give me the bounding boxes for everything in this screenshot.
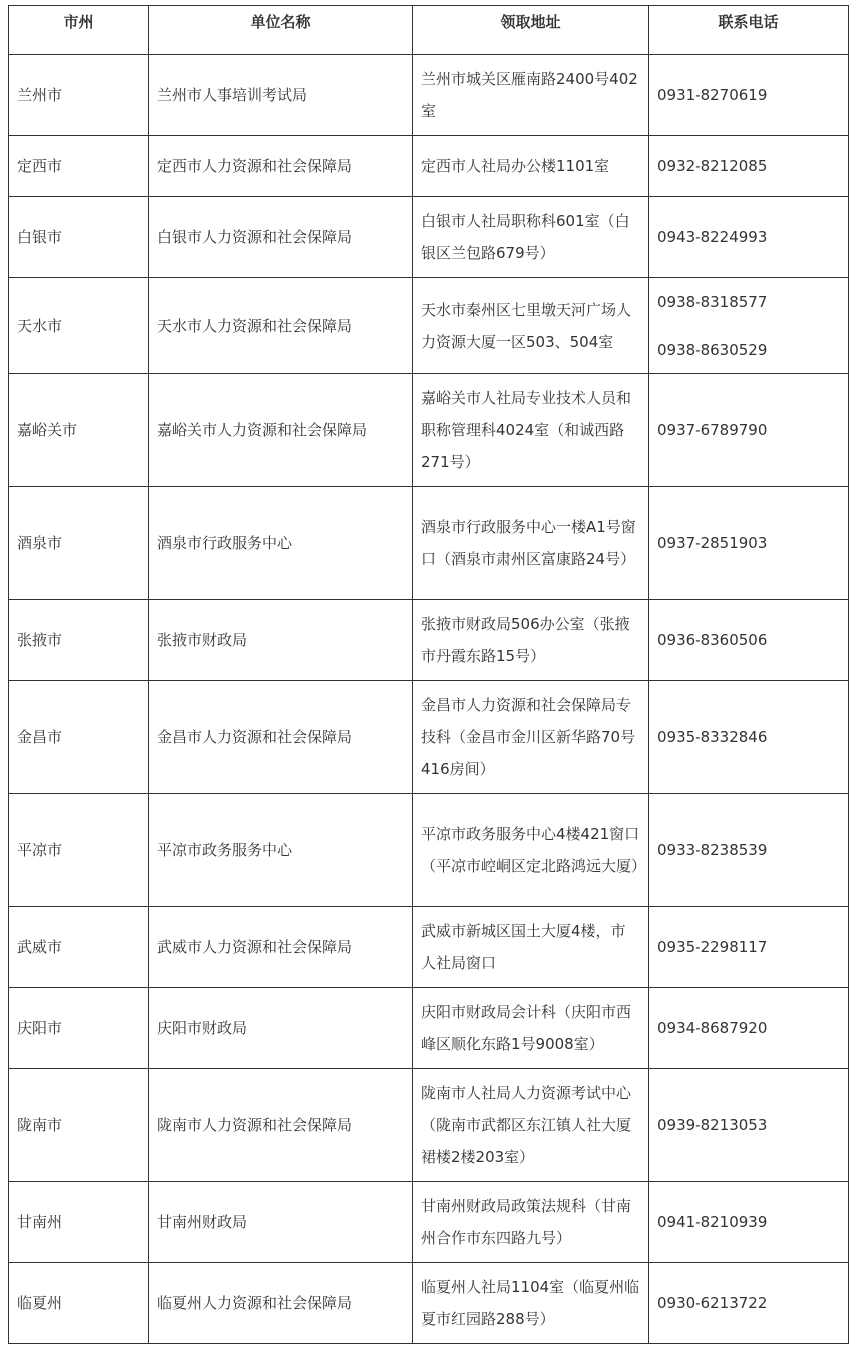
phone-number: 0937-6789790 <box>657 421 768 439</box>
cell-city: 兰州市 <box>9 55 149 136</box>
table-row <box>9 1182 849 1263</box>
cell-city: 陇南市 <box>9 1069 149 1182</box>
phone-number: 0938-8318577 <box>657 292 768 311</box>
cell-unit-name: 平凉市政务服务中心 <box>149 794 413 907</box>
phone-number: 0933-8238539 <box>657 841 768 859</box>
cell-unit-name: 庆阳市财政局 <box>149 988 413 1069</box>
cell-phone <box>649 278 849 374</box>
phone-number: 0934-8687920 <box>657 1019 768 1037</box>
cell-phone <box>649 136 849 197</box>
cell-address: 张掖市财政局506办公室（张掖市丹霞东路15号） <box>413 600 649 681</box>
cell-unit-name: 定西市人力资源和社会保障局 <box>149 136 413 197</box>
cell-unit-name: 武威市人力资源和社会保障局 <box>149 907 413 988</box>
cell-address: 平凉市政务服务中心4楼421窗口（平凉市崆峒区定北路鸿远大厦） <box>413 794 649 907</box>
table-row <box>9 197 849 278</box>
cell-city: 定西市 <box>9 136 149 197</box>
table-row <box>9 136 849 197</box>
table-row <box>9 907 849 988</box>
phone-number: 0932-8212085 <box>657 157 768 175</box>
phone-number: 0937-2851903 <box>657 534 768 552</box>
cell-unit-name: 临夏州人力资源和社会保障局 <box>149 1263 413 1344</box>
cell-phone <box>649 55 849 136</box>
cell-unit-name: 酒泉市行政服务中心 <box>149 487 413 600</box>
cell-city: 天水市 <box>9 278 149 374</box>
table-row <box>9 794 849 907</box>
phone-number: 0938-8630529 <box>657 340 768 359</box>
cell-phone <box>649 1069 849 1182</box>
phone-number: 0935-2298117 <box>657 938 768 956</box>
cell-phone <box>649 197 849 278</box>
cell-unit-name: 甘南州财政局 <box>149 1182 413 1263</box>
table-row <box>9 55 849 136</box>
header-phone: 联系电话 <box>649 6 849 55</box>
phone-number: 0935-8332846 <box>657 728 768 746</box>
cell-phone <box>649 794 849 907</box>
cell-address: 临夏州人社局1104室（临夏州临夏市红园路288号） <box>413 1263 649 1344</box>
phone-number: 0939-8213053 <box>657 1116 768 1134</box>
cell-unit-name: 陇南市人力资源和社会保障局 <box>149 1069 413 1182</box>
cell-address: 白银市人社局职称科601室（白银区兰包路679号） <box>413 197 649 278</box>
cell-address: 兰州市城关区雁南路2400号402室 <box>413 55 649 136</box>
cell-unit-name: 金昌市人力资源和社会保障局 <box>149 681 413 794</box>
table-row <box>9 278 849 374</box>
cell-address: 庆阳市财政局会计科（庆阳市西峰区顺化东路1号9008室） <box>413 988 649 1069</box>
cell-address: 定西市人社局办公楼1101室 <box>413 136 649 197</box>
cell-unit-name: 天水市人力资源和社会保障局 <box>149 278 413 374</box>
cell-phone <box>649 1263 849 1344</box>
cell-city: 张掖市 <box>9 600 149 681</box>
phone-number: 0931-8270619 <box>657 86 768 104</box>
cell-phone <box>649 681 849 794</box>
table-row <box>9 374 849 487</box>
cell-phone <box>649 1182 849 1263</box>
header-address: 领取地址 <box>413 6 649 55</box>
cell-city: 临夏州 <box>9 1263 149 1344</box>
cell-address: 甘南州财政局政策法规科（甘南州合作市东四路九号） <box>413 1182 649 1263</box>
cell-city: 酒泉市 <box>9 487 149 600</box>
phone-number: 0930-6213722 <box>657 1294 768 1312</box>
table-row <box>9 600 849 681</box>
phone-number: 0943-8224993 <box>657 228 768 246</box>
cell-address: 酒泉市行政服务中心一楼A1号窗口（酒泉市肃州区富康路24号） <box>413 487 649 600</box>
header-row <box>9 6 849 55</box>
phone-number: 0936-8360506 <box>657 631 768 649</box>
cell-address: 陇南市人社局人力资源考试中心（陇南市武都区东江镇人社大厦裙楼2楼203室） <box>413 1069 649 1182</box>
cell-unit-name: 白银市人力资源和社会保障局 <box>149 197 413 278</box>
table-row <box>9 988 849 1069</box>
cell-address: 嘉峪关市人社局专业技术人员和职称管理科4024室（和诚西路271号） <box>413 374 649 487</box>
cell-city: 平凉市 <box>9 794 149 907</box>
cell-unit-name: 张掖市财政局 <box>149 600 413 681</box>
table-row <box>9 681 849 794</box>
table-row <box>9 1263 849 1344</box>
cell-phone <box>649 907 849 988</box>
cell-address: 金昌市人力资源和社会保障局专技科（金昌市金川区新华路70号416房间） <box>413 681 649 794</box>
cell-phone <box>649 988 849 1069</box>
cell-address: 天水市秦州区七里墩天河广场人力资源大厦一区503、504室 <box>413 278 649 374</box>
cell-unit-name: 嘉峪关市人力资源和社会保障局 <box>149 374 413 487</box>
table-row <box>9 487 849 600</box>
cell-city: 白银市 <box>9 197 149 278</box>
cell-phone <box>649 487 849 600</box>
cell-phone <box>649 600 849 681</box>
cell-city: 甘南州 <box>9 1182 149 1263</box>
cell-city: 武威市 <box>9 907 149 988</box>
cell-phone <box>649 374 849 487</box>
header-city: 市州 <box>9 6 149 55</box>
cell-city: 嘉峪关市 <box>9 374 149 487</box>
cell-address: 武威市新城区国土大厦4楼，市人社局窗口 <box>413 907 649 988</box>
header-unit-name: 单位名称 <box>149 6 413 55</box>
table-row <box>9 1069 849 1182</box>
cell-city: 庆阳市 <box>9 988 149 1069</box>
certificate-pickup-table <box>8 5 849 1344</box>
phone-number: 0941-8210939 <box>657 1213 768 1231</box>
cell-city: 金昌市 <box>9 681 149 794</box>
cell-unit-name: 兰州市人事培训考试局 <box>149 55 413 136</box>
